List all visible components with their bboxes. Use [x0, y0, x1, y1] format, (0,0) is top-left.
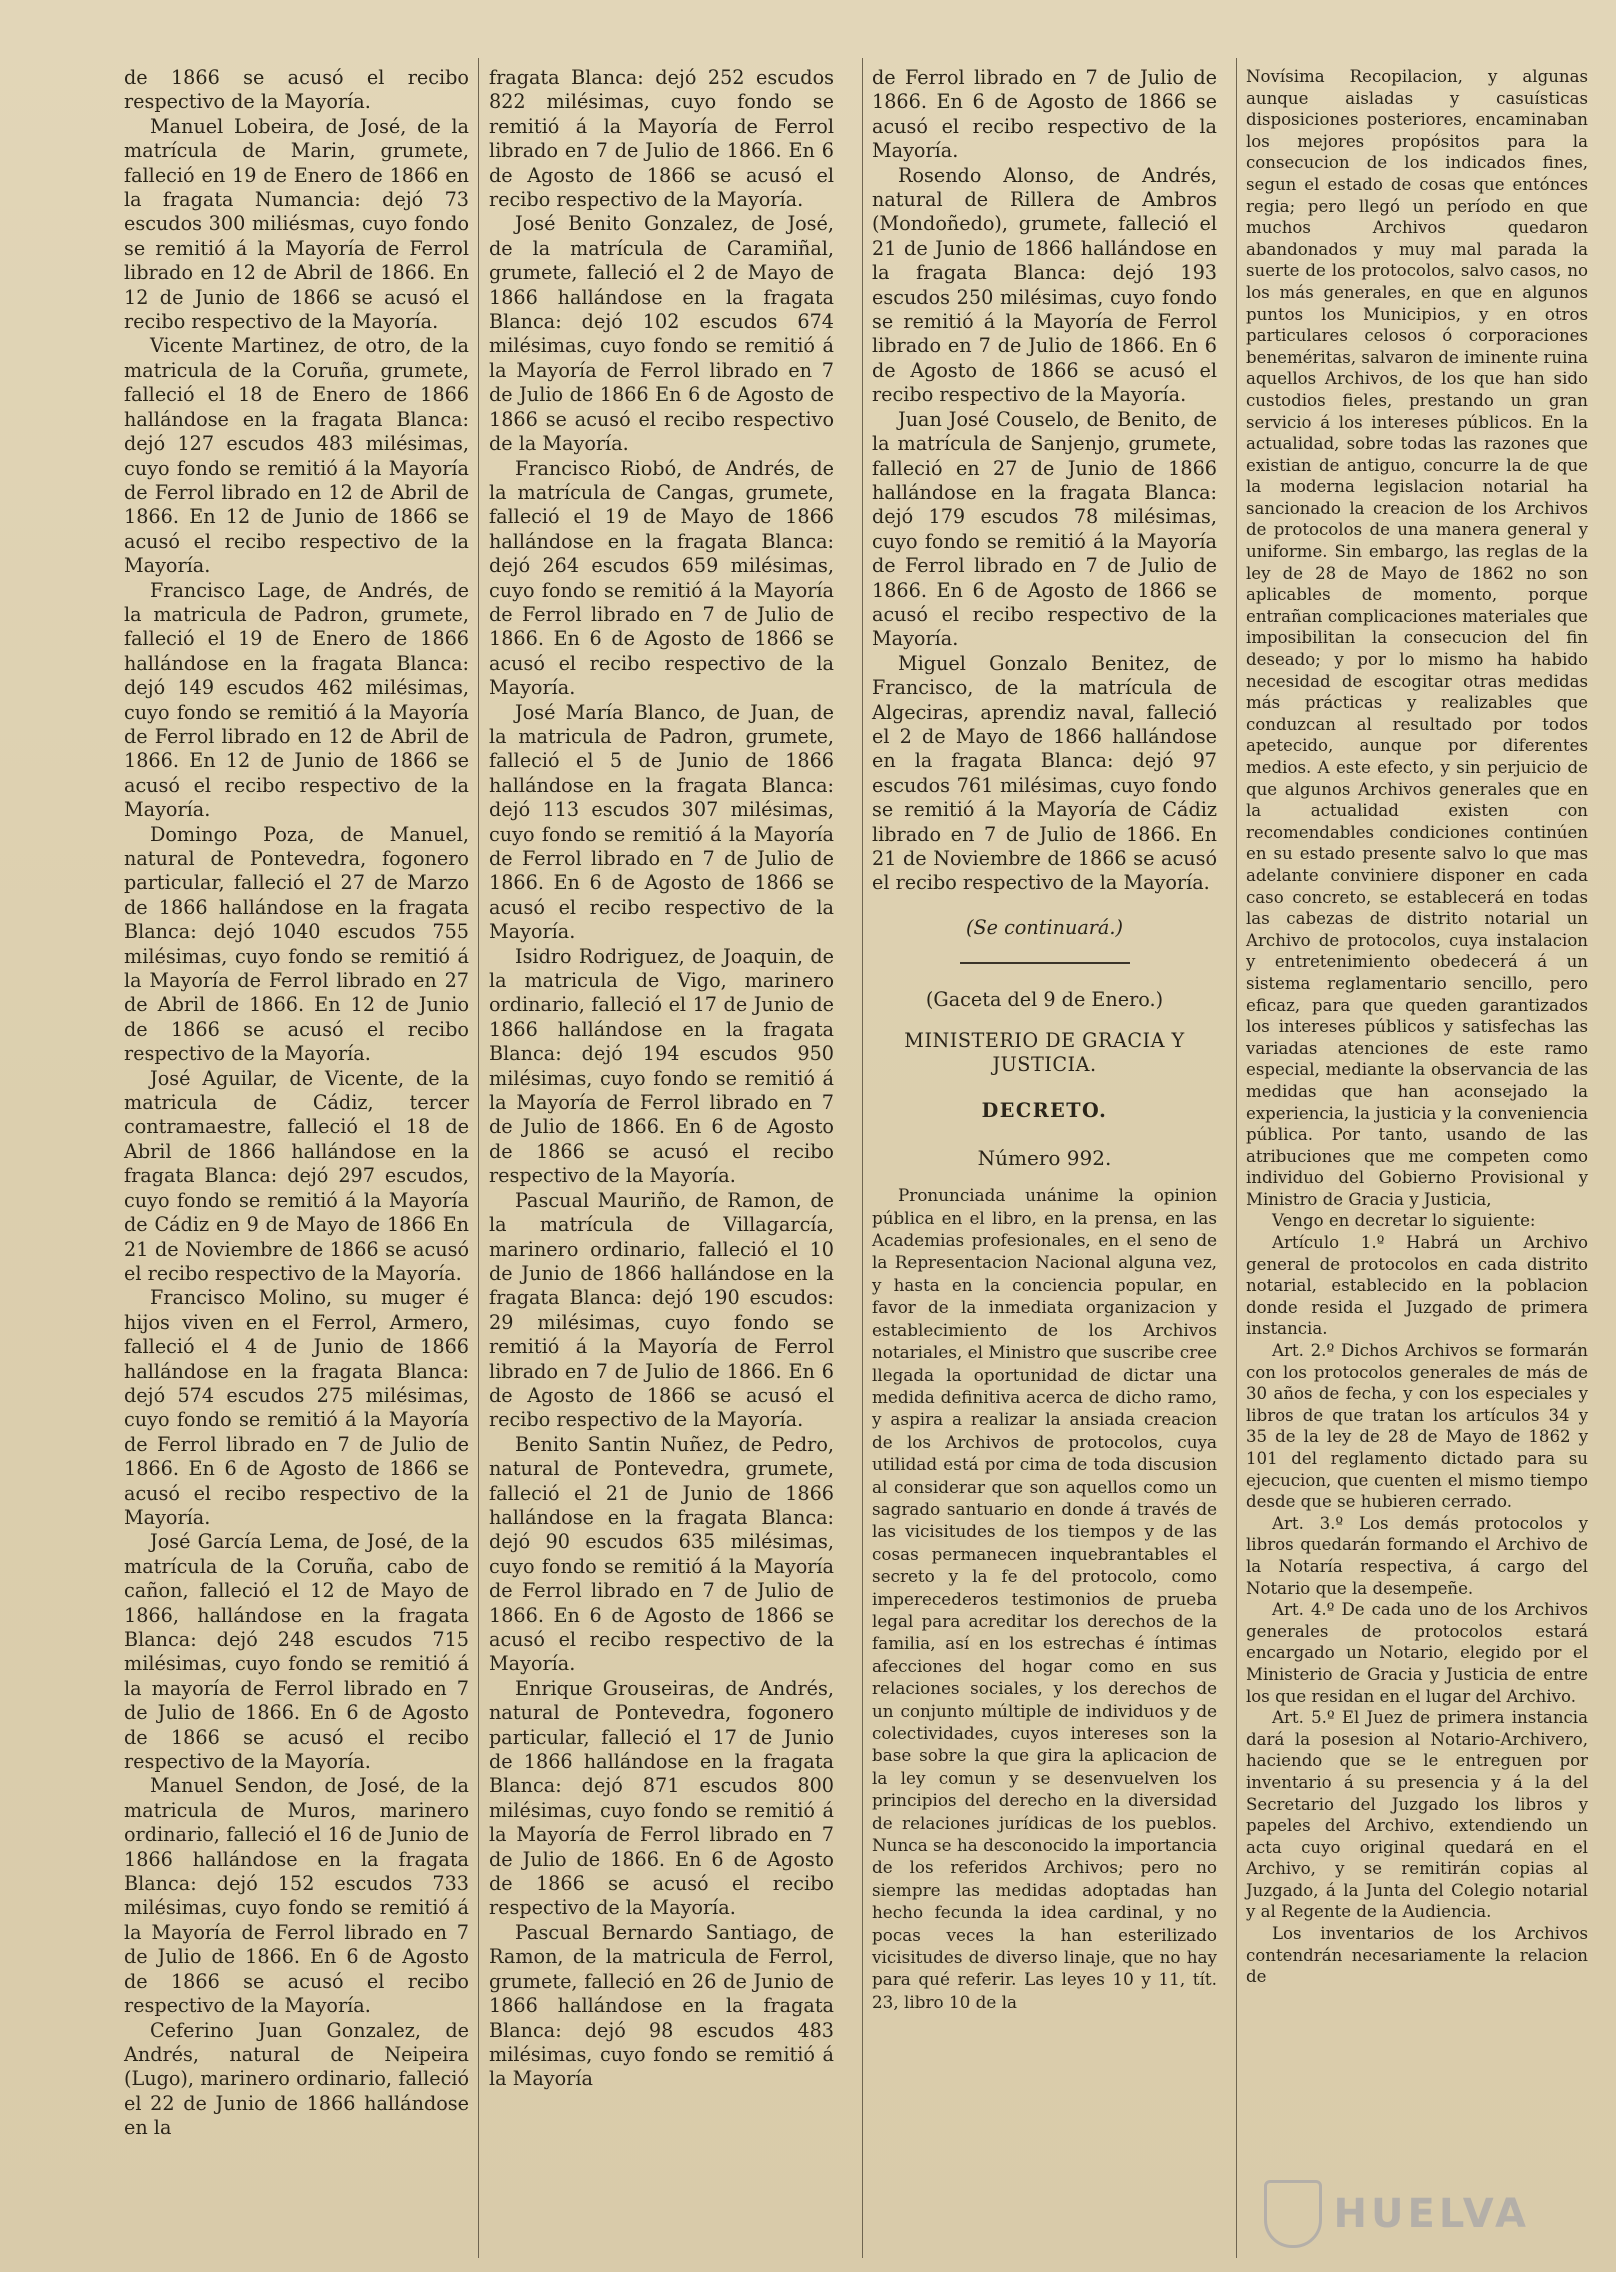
paragraph: Juan José Couselo, de Benito, de la matrícula de Sanjenjo, grumete, falleció en 27 de Junio de 1866 hallándose en la fragata Blanca: dejó 179 escudos 78 milésimas, cuyo fondo se remitió á la Mayoría de Ferrol librado en 7 de Julio de 1866. En 6 de Agosto de 1866 se acusó el recibo respectivo de la Mayoría. — [872, 407, 1217, 651]
paragraph: Benito Santin Nuñez, de Pedro, natural de Pontevedra, grumete, falleció el 21 de Junio de 1866 hallándose en la fragata Blanca: dejó 90 escudos 635 milésimas, cuyo fondo se remitió á la Mayoría de Ferrol librado en 7 de Julio de 1866. En 6 de Agosto de 1866 se acusó el recibo respectivo de la Mayoría. — [489, 1432, 834, 1676]
column-2 — [489, 66, 834, 2092]
article: Artículo 1.º Habrá un Archivo general de protocolos en cada distrito notarial, establecido en la poblacion donde resida el Juzgado de primera instancia. — [1246, 1233, 1588, 1339]
paragraph: Francisco Riobó, de Andrés, de la matrícula de Cangas, grumete, falleció el 19 de Mayo de 1866 hallándose en la fragata Blanca: dejó 264 escudos 659 milésimas, cuyo fondo se remitió á la Mayoría de Ferrol librado en 7 de Julio de 1866. En 6 de Agosto de 1866 se acusó el recibo respectivo de la Mayoría. — [489, 456, 834, 700]
decree-number: Número 992. — [977, 1145, 1112, 1170]
column-3 — [872, 66, 1217, 2013]
gaceta-date: (Gaceta del 9 de Enero.) — [925, 988, 1164, 1012]
paragraph: Miguel Gonzalo Benitez, de Francisco, de la matrícula de Algeciras, aprendiz naval, falleció el 2 de Mayo de 1866 hallándose en la fragata Blanca: dejó 97 escudos 761 milésimas, cuyo fondo se remitió á la Mayoría de Cádiz librado en 7 de Julio de 1866. En 21 de Noviembre de 1866 se acusó el recibo respectivo de la Mayoría. — [872, 651, 1217, 895]
column-rule — [862, 58, 863, 2258]
column-rule — [1236, 58, 1237, 2258]
column-4 — [1246, 66, 1588, 1988]
paragraph: Domingo Poza, de Manuel, natural de Pontevedra, fogonero particular, falleció el 27 de Marzo de 1866 hallándose en la fragata Blanca: dejó 1040 escudos 755 milésimas, cuyo fondo se remitió á la Mayoría de Ferrol librado en 27 de Abril de 1866. En 12 de Junio de 1866 se acusó el recibo respectivo de la Mayoría. — [124, 822, 469, 1066]
paragraph: José Aguilar, de Vicente, de la matricula de Cádiz, tercer contramaestre, falleció el 18 de Abril de 1866 hallándose en la fragata Blanca: dejó 297 escudos, cuyo fondo se remitió á la Mayoría de Cádiz en 9 de Mayo de 1866 En 21 de Noviembre de 1866 se acusó el recibo respectivo de la Mayoría. — [124, 1066, 469, 1285]
archive-watermark — [1264, 2180, 1530, 2248]
column-1 — [124, 66, 469, 2141]
paragraph: Isidro Rodriguez, de Joaquin, de la matricula de Vigo, marinero ordinario, falleció el 17 de Junio de 1866 hallándose en la fragata Blanca: dejó 194 escudos 950 milésimas, cuyo fondo se remitió á la Mayoría de Ferrol librado en 7 de Julio de 1866. En 6 de Agosto de 1866 se acusó el recibo respectivo de la Mayoría. — [489, 944, 834, 1188]
column-rule — [478, 58, 479, 2258]
decree-preamble: Pronunciada unánime la opinion pública en el libro, en la prensa, en las Academias profesionales, en el seno de la Representacion Nacional alguna vez, y hasta en la conciencia popular, en favor de la inmediata organizacion y establecimiento de los Archivos notariales, el Ministro que suscribe cree llegada la oportunidad de dictar una medida definitiva acerca de dicho ramo, y aspira a realizar la ansiada creacion de los Archivos de protocolos, cuya utilidad está por cima de toda discusion al considerar que son aquellos como un sagrado santuario en donde á través de las vicisitudes de los tiempos y de las cosas permanecen inquebrantables el secreto y la fe del protocolo, como imperecederos testimonios de prueba legal para acreditar los derechos de la familia, así en los estrechas é íntimas afecciones del hogar como en sus relaciones sociales, y los derechos de un conjunto múltiple de individuos y de colectividades, cuyos intereses son la base sobre la que gira la aplicacion de la ley comun y se desenvuelven los principios del derecho en la diversidad de relaciones jurídicas de los pueblos. Nunca se ha desconocido la importancia de los referidos Archivos; pero no siempre las medidas adoptadas han hecho fecunda la idea cardinal, y no pocas veces la han esterilizado vicisitudes de diverso linaje, que no hay para qué referir. Las leyes 10 y 11, tít. 23, libro 10 de la — [872, 1185, 1217, 2012]
paragraph: Enrique Grouseiras, de Andrés, natural de Pontevedra, fogonero particular, falleció el 17 de Junio de 1866 hallándose en la fragata Blanca: dejó 871 escudos 800 milésimas, cuyo fondo se remitió á la Mayoría de Ferrol librado en 7 de Julio de 1866. En 6 de Agosto de 1866 se acusó el recibo respectivo de la Mayoría. — [489, 1676, 834, 1920]
paragraph: Los inventarios de los Archivos contendrán necesariamente la relacion de — [1246, 1924, 1588, 1987]
paragraph: Ceferino Juan Gonzalez, de Andrés, natural de Neipeira (Lugo), marinero ordinario, falleció el 22 de Junio de 1866 hallándose en la — [124, 2018, 469, 2140]
paragraph: de Ferrol librado en 7 de Julio de 1866. En 6 de Agosto de 1866 se acusó el recibo respectivo de la Mayoría. — [872, 66, 1217, 163]
paragraph: José María Blanco, de Juan, de la matricula de Padron, grumete, falleció el 5 de Junio de 1866 hallándose en la fragata Blanca: dejó 113 escudos 307 milésimas, cuyo fondo se remitió á la Mayoría de Ferrol librado en 7 de Julio de 1866. En 6 de Agosto de 1866 se acusó el recibo respectivo de la Mayoría. — [489, 700, 834, 944]
paragraph: José Benito Gonzalez, de José, de la matrícula de Caramiñal, grumete, falleció el 2 de Mayo de 1866 hallándose en la fragata Blanca: dejó 102 escudos 674 milésimas, cuyo fondo se remitió á la Mayoría de Ferrol librado en 7 de Julio de 1866 En 6 de Agosto de 1866 se acusó el recibo respectivo de la Mayoría. — [489, 212, 834, 456]
paragraph: Rosendo Alonso, de Andrés, natural de Rillera de Ambros (Mondoñedo), grumete, falleció el 21 de Junio de 1866 hallándose en la fragata Blanca: dejó 193 escudos 250 milésimas, cuyo fondo se remitió á la Mayoría de Ferrol librado en 7 de Julio de 1866. En 6 de Agosto de 1866 se acusó el recibo respectivo de la Mayoría. — [872, 163, 1217, 407]
paragraph: Vicente Martinez, de otro, de la matricula de la Coruña, grumete, falleció el 18 de Enero de 1866 hallándose en la fragata Blanca: dejó 127 escudos 483 milésimas, cuyo fondo se remitió á la Mayoría de Ferrol librado en 12 de Abril de 1866. En 12 de Junio de 1866 se acusó el recibo respectivo de la Mayoría. — [124, 334, 469, 578]
seal-icon — [1264, 2180, 1322, 2248]
article: Art. 5.º El Juez de primera instancia dará la posesion al Notario-Archivero, haciendo que se le entreguen por inventario á su presencia y á la del Secretario del Juzgado los libros y papeles del Archivo, extendiendo un acta cuyo original quedará en el Archivo, y se remitirán copias al Juzgado, á la Junta del Colegio notarial y al Regente de la Audiencia. — [1246, 1708, 1588, 1922]
paragraph: Manuel Sendon, de José, de la matricula de Muros, marinero ordinario, falleció el 16 de Junio de 1866 hallándose en la fragata Blanca: dejó 152 escudos 733 milésimas, cuyo fondo se remitió á la Mayoría de Ferrol librado en 7 de Julio de 1866. En 6 de Agosto de 1866 se acusó el recibo respectivo de la Mayoría. — [124, 1774, 469, 2018]
paragraph: José García Lema, de José, de la matrícula de la Coruña, cabo de cañon, falleció el 12 de Mayo de 1866, hallándose en la fragata Blanca: dejó 248 escudos 715 milésimas, cuyo fondo se remitió á la mayoría de Ferrol librado en 7 de Julio de 1866. En 6 de Agosto de 1866 se acusó el recibo respectivo de la Mayoría. — [124, 1530, 469, 1774]
paragraph: Novísima Recopilacion, y algunas aunque aisladas y casuísticas disposiciones posteriores, encaminaban los mejores propósitos para la consecucion de los indicados fines, segun el estado de cosas que entónces regia; pero llegó un período en que muchos Archivos quedaron abandonados y muy mal parada la suerte de los protocolos, salvo casos, no los más generales, en que en algunos puntos los Municipios, y en otros particulares celosos ó corporaciones beneméritas, salvaron de iminente ruina aquellos Archivos, de los que han sido custodios fieles, prestando un gran servicio á los intereses públicos. En la actualidad, sobre todas las razones que existian de antiguo, concurre la de que la moderna legislacion notarial ha sancionado la creacion de los Archivos de protocolos de una manera general y uniforme. Sin embargo, las reglas de la ley de 28 de Mayo de 1862 no son aplicables de momento, porque entrañan complicaciones materiales que imposibilitan la consecucion del fin deseado; y por lo mismo ha habido necesidad de escogitar otras medidas más prácticas y realizables que conduzcan al resultado por todos apetecido, aunque por diferentes medios. A este efecto, y sin perjuicio de que algunos Archivos generales que en la actualidad existen con recomendables condiciones continúen en su estado presente salvo lo que mas adelante conviniere disponer en cada caso concreto, se establecerá en todas las cabezas de distrito notarial un Archivo de protocolos, cuya instalacion y entretenimiento obedecerá á un sistema reglamentario sencillo, pero eficaz, para que queden garantizados los intereses públicos y satisfechas las variadas atenciones de este ramo especial, mediante la observancia de las medidas que han aconsejado la experiencia, la justicia y la conveniencia pública. Por tanto, usando de las atribuciones que me competen como individuo del Gobierno Provisional y Ministro de Gracia y Justicia, — [1246, 67, 1588, 1209]
decree-title: DECRETO. — [981, 1099, 1108, 1123]
paragraph: Pascual Bernardo Santiago, de Ramon, de la matricula de Ferrol, grumete, falleció en 26 de Junio de 1866 hallándose en la fragata Blanca: dejó 98 escudos 483 milésimas, cuyo fondo se remitió á la Mayoría — [489, 1920, 834, 2091]
decree-formula: Vengo en decretar lo siguiente: — [1272, 1211, 1536, 1231]
divider — [960, 962, 1130, 964]
ministry-heading: MINISTERIO DE GRACIA Y JUSTICIA. — [904, 1028, 1185, 1077]
article: Art. 2.º Dichos Archivos se formarán con los protocolos generales de más de 30 años de fecha, y con los especiales y libros de que tratan los artículos 34 y 35 de la ley de 28 de Mayo de 1862 y 101 del reglamento dictado para su ejecucion, que cuenten el mismo tiempo desde que se hubieren cerrado. — [1246, 1341, 1588, 1512]
paragraph: Francisco Lage, de Andrés, de la matricula de Padron, grumete, falleció el 19 de Enero de 1866 hallándose en la fragata Blanca: dejó 149 escudos 462 milésimas, cuyo fondo se remitió á la Mayoría de Ferrol librado en 12 de Abril de 1866. En 12 de Junio de 1866 se acusó el recibo respectivo de la Mayoría. — [124, 578, 469, 822]
paragraph: Manuel Lobeira, de José, de la matrícula de Marin, grumete, falleció en 19 de Enero de 1866 en la fragata Numancia: dejó 73 escudos 300 miliésmas, cuyo fondo se remitió á la Mayoría de Ferrol librado en 12 de Abril de 1866. En 12 de Junio de 1866 se acusó el recibo respectivo de la Mayoría. — [124, 114, 469, 334]
paragraph: fragata Blanca: dejó 252 escudos 822 milésimas, cuyo fondo se remitió á la Mayoría de Ferrol librado en 7 de Julio de 1866. En 6 de Agosto de 1866 se acusó el recibo respectivo de la Mayoría. — [489, 66, 834, 212]
continued-note: (Se continuará.) — [966, 915, 1123, 939]
paragraph: Francisco Molino, su muger é hijos viven en el Ferrol, Armero, falleció el 4 de Junio de 1866 hallándose en la fragata Blanca: dejó 574 escudos 275 milésimas, cuyo fondo se remitió á la Mayoría de Ferrol librado en 7 de Julio de 1866. En 6 de Agosto de 1866 se acusó el recibo respectivo de la Mayoría. — [124, 1286, 469, 1529]
watermark-text: HUELVA — [1333, 2191, 1530, 2237]
paragraph: Pascual Mauriño, de Ramon, de la matrícula de Villagarcía, marinero ordinario, falleció el 10 de Junio de 1866 hallándose en la fragata Blanca: dejó 190 escudos: 29 milésimas, cuyo fondo se remitió á la Mayoría de Ferrol librado en 7 de Julio de 1866. En 6 de Agosto de 1866 se acusó el recibo respectivo de la Mayoría. — [489, 1188, 834, 1432]
article: Art. 4.º De cada uno de los Archivos generales de protocolos estará encargado un Notario, elegido por el Ministerio de Gracia y Justicia de entre los que residan en el lugar del Archivo. — [1246, 1600, 1588, 1706]
article: Art. 3.º Los demás protocolos y libros quedarán formando el Archivo de la Notaría respectiva, á cargo del Notario que la desempeñe. — [1246, 1513, 1588, 1598]
paragraph: de 1866 se acusó el recibo respectivo de la Mayoría. — [124, 66, 469, 114]
